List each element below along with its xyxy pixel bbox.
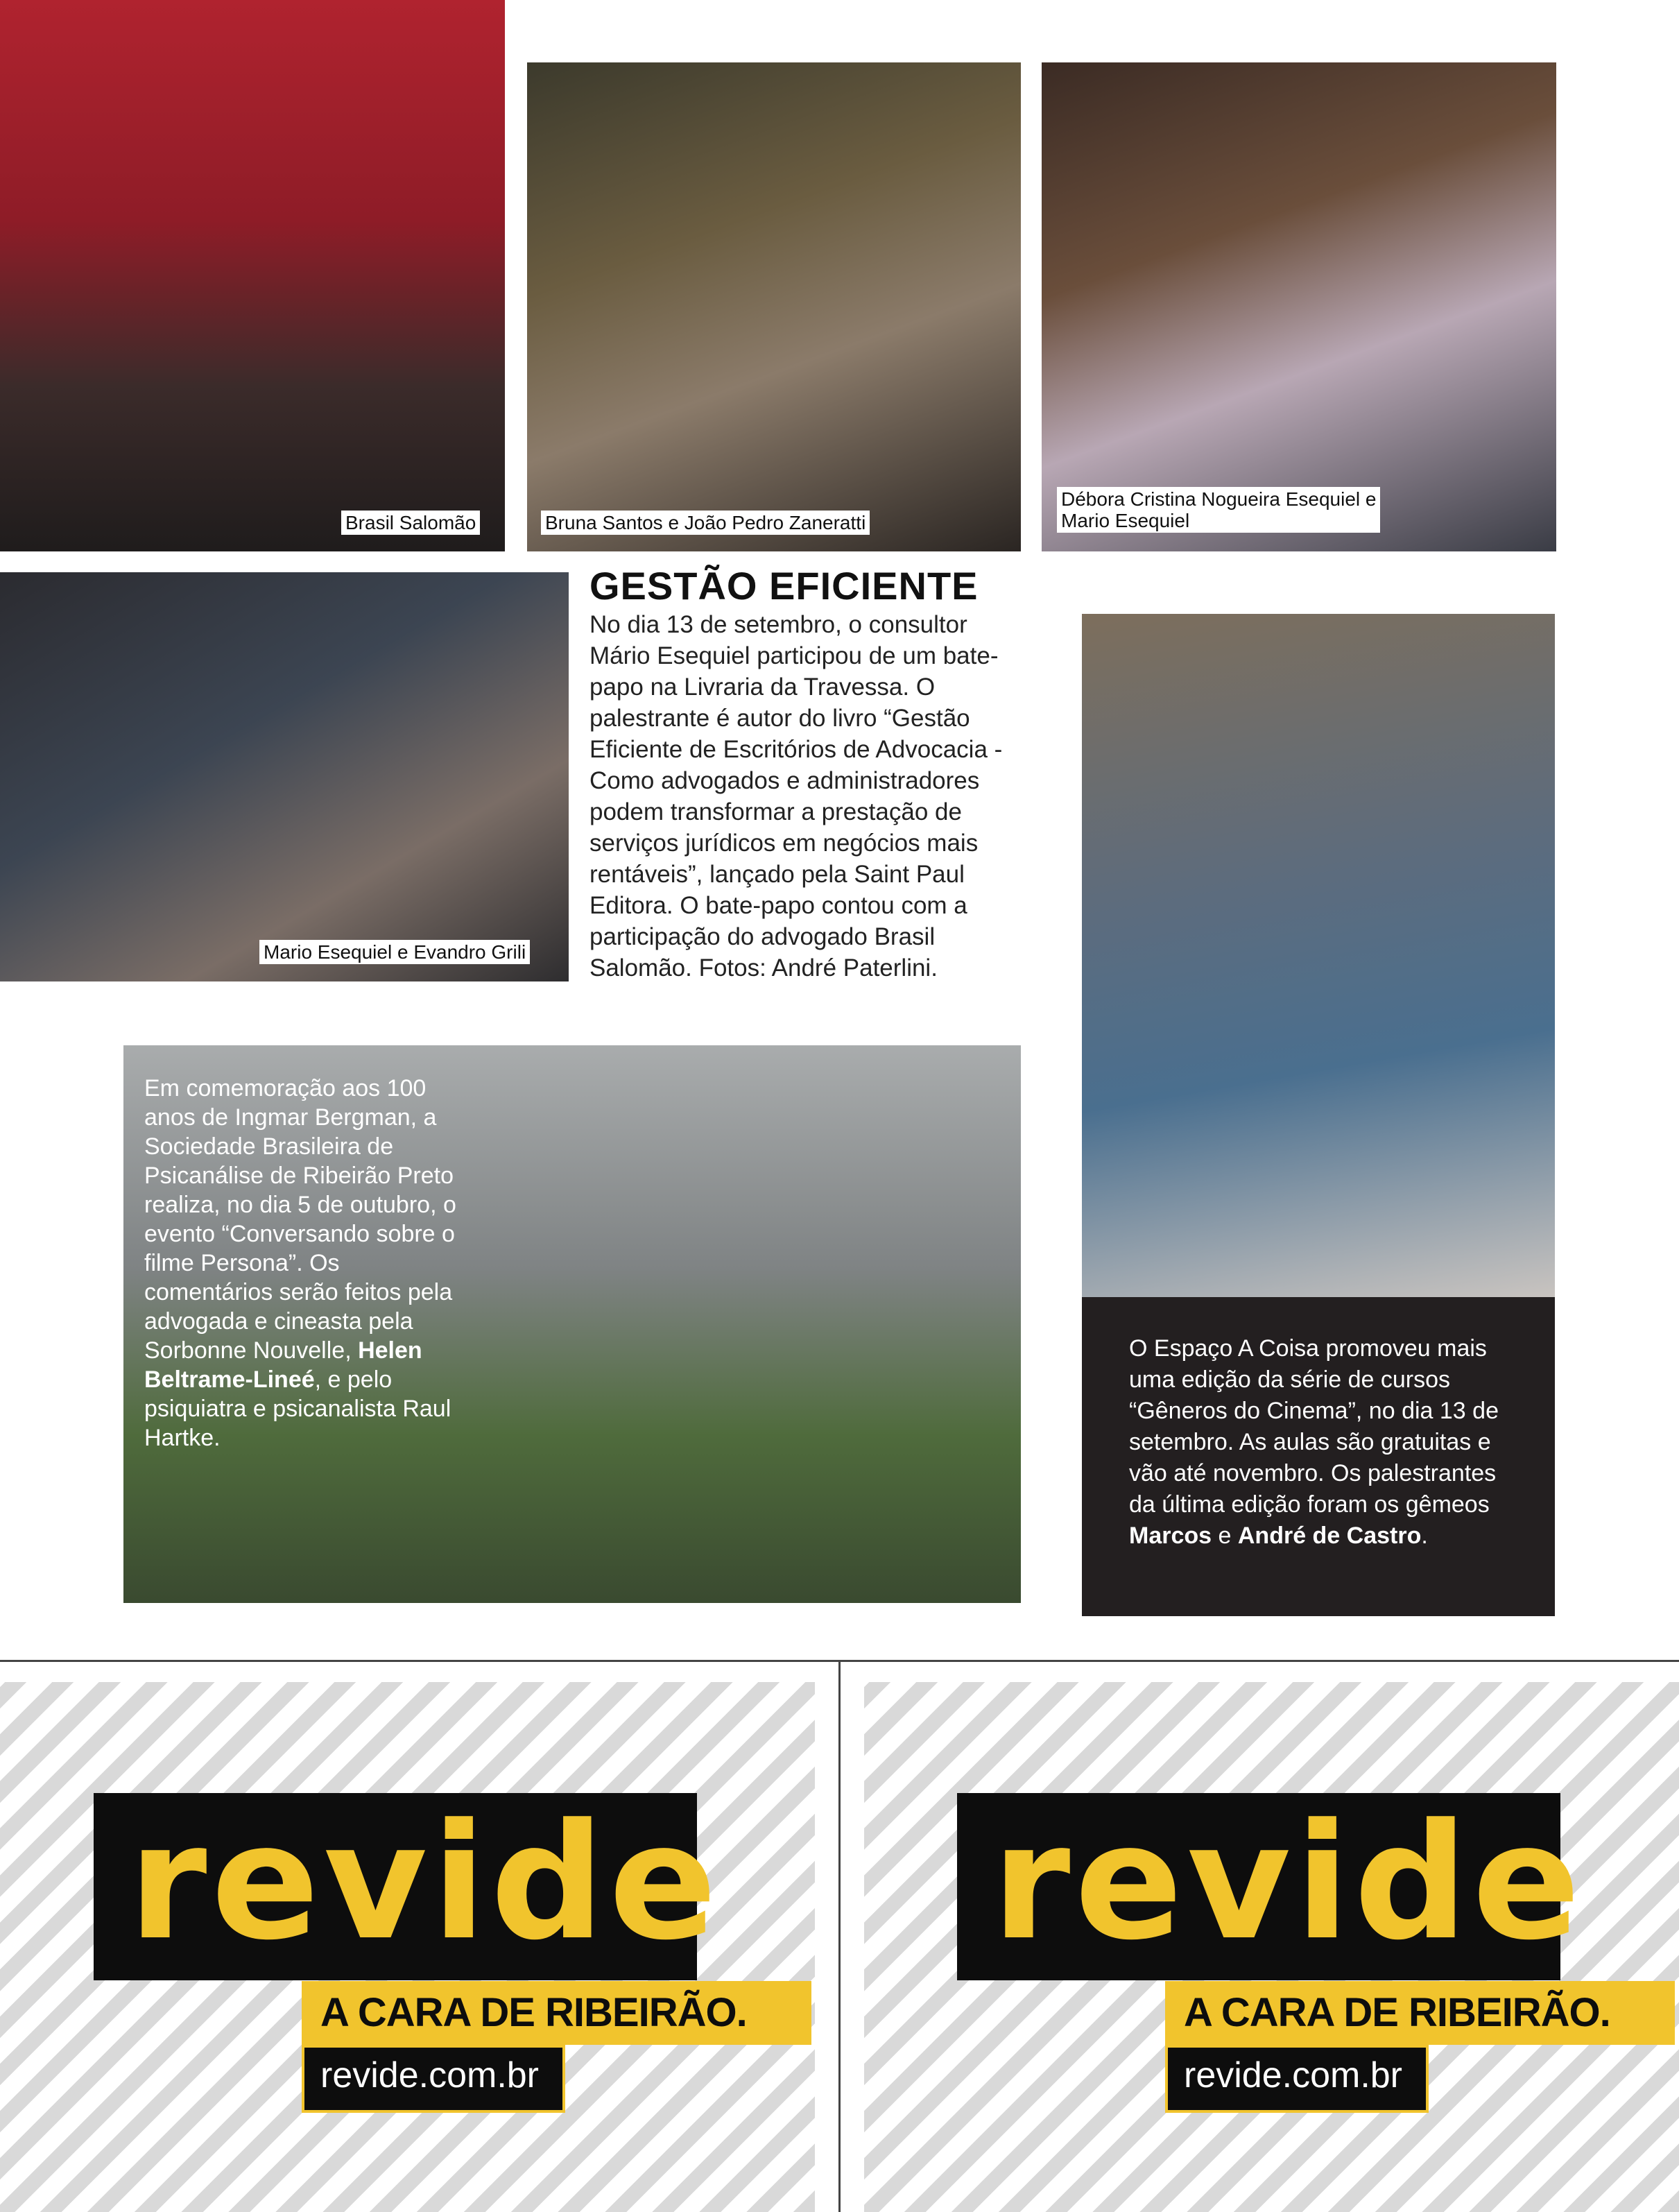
castro-name-2: André de Castro xyxy=(1237,1523,1422,1549)
ad-left-slogan: A CARA DE RIBEIRÃO. xyxy=(320,1990,747,2035)
helen-text xyxy=(144,1074,463,1452)
divider-vertical xyxy=(838,1660,841,2212)
castro-text-after: . xyxy=(1421,1523,1428,1549)
article-title: GESTÃO EFICIENTE xyxy=(589,564,979,608)
ad-right-slogan: A CARA DE RIBEIRÃO. xyxy=(1184,1990,1610,2035)
article-body: No dia 13 de setembro, o consultor Mário Esequiel participou de um bate-papo na Livraria da Travessa. O palestrante é autor do livro “Gestão Eficiente de Escritórios de Advocacia - Como advogados e administradores podem transformar a prestação de serviços jurídicos em negócios mais rentáveis”, lançado pela Saint Paul Editora. O bate-papo contou com a participação do advogado Brasil Salomão. Fotos: André Paterlini. xyxy=(589,611,1003,981)
castro-name-1: Marcos xyxy=(1129,1523,1212,1549)
photo-marcos-andre xyxy=(1082,614,1555,1297)
caption-debora xyxy=(1057,487,1380,533)
helen-name: Helen Beltrame-Lineé xyxy=(144,1337,422,1393)
castro-text xyxy=(1129,1333,1524,1552)
helen-text-after: , e pelo psiquiatra e psicanalista Raul Hartke. xyxy=(144,1366,451,1451)
castro-text-before: O Espaço A Coisa promoveu mais uma edição da série de cursos “Gêneros do Cinema”, no dia 13 de setembro. As aulas são gratuitas e vão até novembro. Os palestrantes da última edição foram os gêmeos xyxy=(1129,1335,1499,1518)
photo-brasil-salomao xyxy=(0,0,505,551)
caption-debora-line2: Mario Esequiel xyxy=(1061,510,1190,531)
photo-debora-mario xyxy=(1042,62,1556,551)
ad-left-url[interactable]: revide.com.br xyxy=(320,2055,539,2095)
caption-mario: Mario Esequiel e Evandro Grili xyxy=(259,940,530,964)
caption-bruna: Bruna Santos e João Pedro Zaneratti xyxy=(541,511,870,535)
ad-left-logo: revide xyxy=(128,1790,721,1975)
ad-right-logo: revide xyxy=(992,1790,1585,1975)
caption-debora-line1: Débora Cristina Nogueira Esequiel e xyxy=(1061,488,1377,510)
photo-mario-evandro xyxy=(0,572,569,981)
helen-text-before: Em comemoração aos 100 anos de Ingmar Bergman, a Sociedade Brasileira de Psicanálise de Ribeirão Preto realiza, no dia 5 de outubro, o evento “Conversando sobre o filme Persona”. Os comentários serão feitos pela advogada e cineasta pela Sorbonne Nouvelle, xyxy=(144,1075,456,1364)
ad-right-url[interactable]: revide.com.br xyxy=(1184,2055,1402,2095)
castro-conj: e xyxy=(1212,1523,1238,1549)
caption-salomao: Brasil Salomão xyxy=(341,511,480,535)
photo-bruna-joao xyxy=(527,62,1021,551)
